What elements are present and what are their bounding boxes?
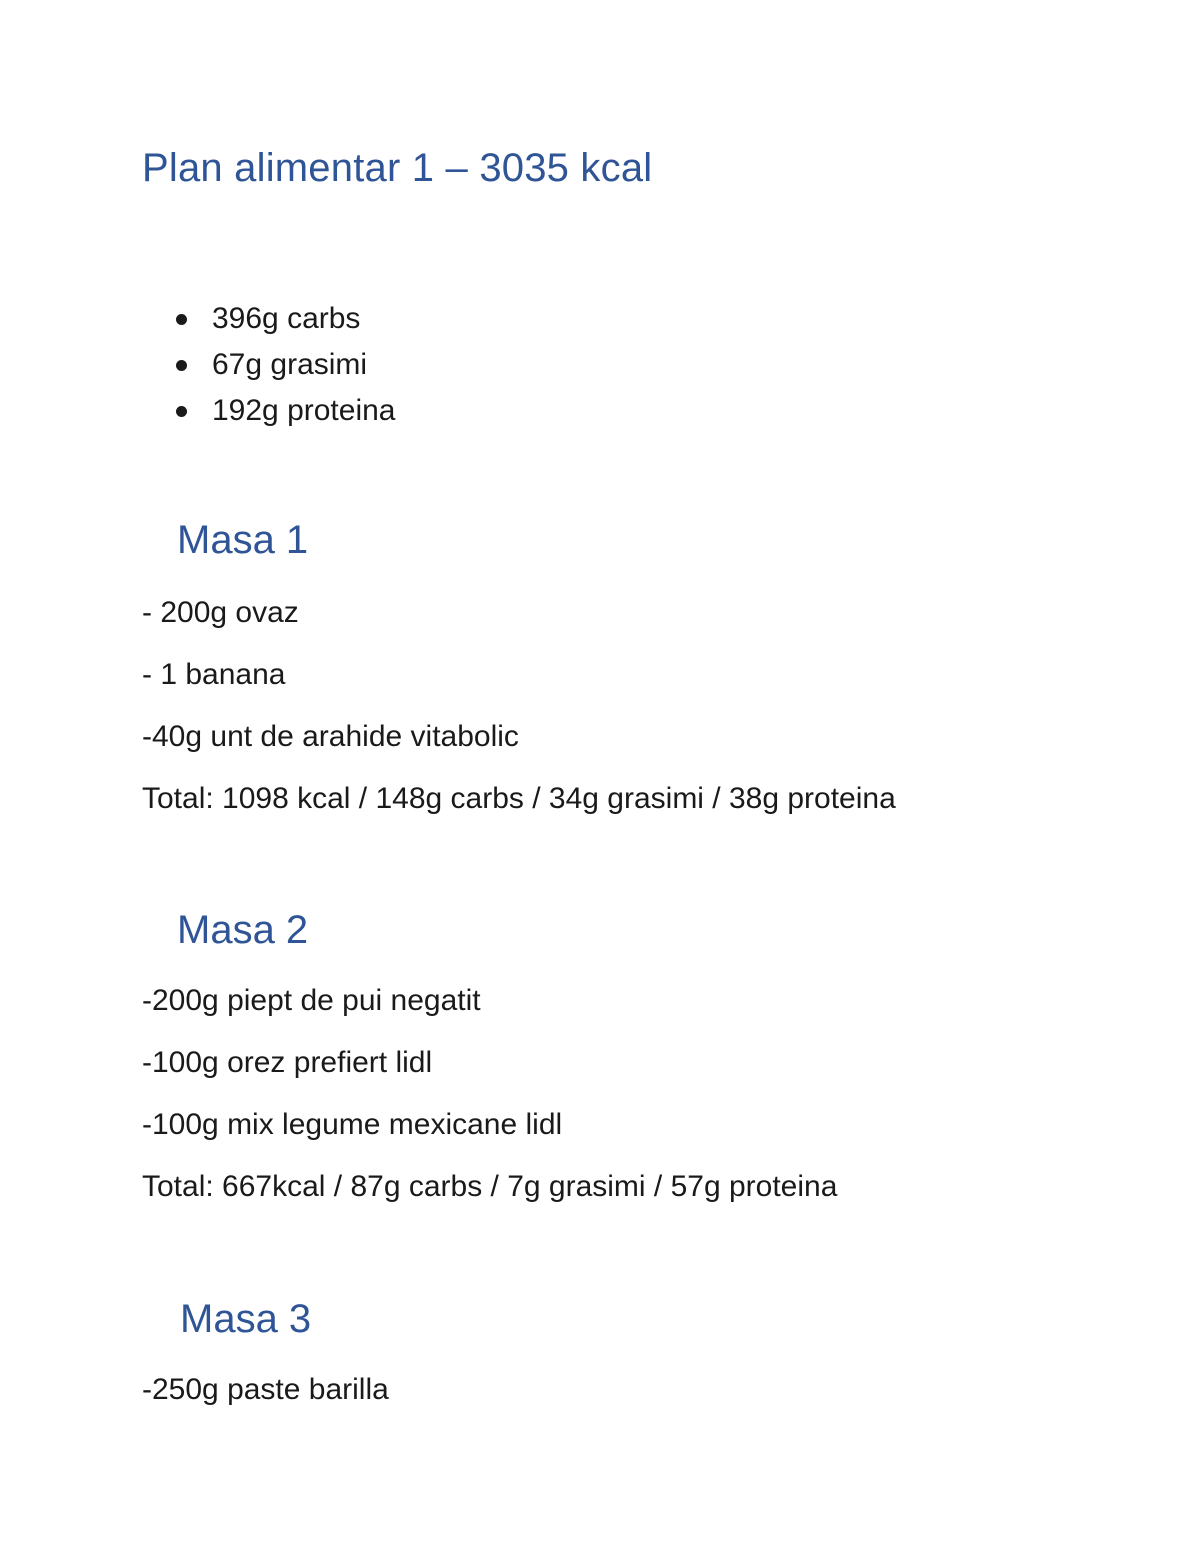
meal-1-item-2: - 1 banana (142, 658, 286, 691)
meal-2-heading: Masa 2 (177, 908, 309, 952)
meal-1-item-3: -40g unt de arahide vitabolic (142, 720, 519, 753)
list-item (172, 296, 396, 342)
macros-list (172, 296, 396, 434)
meal-1-heading: Masa 1 (177, 518, 309, 562)
meal-1-item-1: - 200g ovaz (142, 596, 299, 629)
bullet-icon (176, 314, 187, 325)
meal-3-item-1: -250g paste barilla (142, 1373, 389, 1406)
page-title: Plan alimentar 1 – 3035 kcal (142, 146, 653, 190)
bullet-icon (176, 406, 187, 417)
bullet-icon (176, 360, 187, 371)
meal-2-item-2: -100g orez prefiert lidl (142, 1046, 433, 1079)
meal-2-item-3: -100g mix legume mexicane lidl (142, 1108, 563, 1141)
list-item (172, 342, 396, 388)
macro-carbs: 396g carbs (212, 302, 361, 335)
meal-2-item-1: -200g piept de pui negatit (142, 984, 481, 1017)
macro-fats: 67g grasimi (212, 348, 368, 381)
macro-protein: 192g proteina (212, 394, 396, 427)
meal-3-heading: Masa 3 (180, 1297, 312, 1341)
meal-1-total: Total: 1098 kcal / 148g carbs / 34g grasimi / 38g proteina (142, 782, 896, 815)
meal-2-total: Total: 667kcal / 87g carbs / 7g grasimi / 57g proteina (142, 1170, 838, 1203)
list-item (172, 388, 396, 434)
